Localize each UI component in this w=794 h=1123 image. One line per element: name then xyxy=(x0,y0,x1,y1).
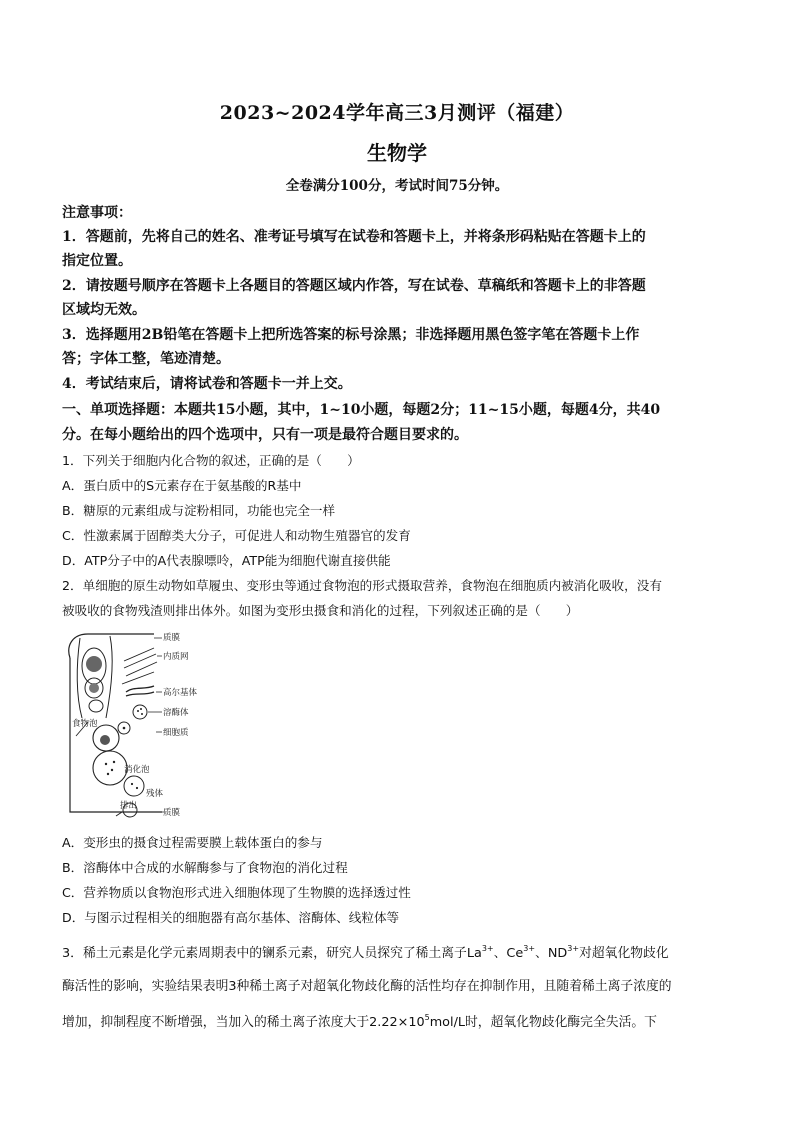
notice-item-4: 4．考试结束后，请将试卷和答题卡一并上交。 xyxy=(62,376,352,392)
q1-option-c: C．性激素属于固醇类大分子，可促进人和动物生殖器官的发育 xyxy=(62,528,411,543)
label-digestive-vacuole: 消化泡 xyxy=(124,765,150,775)
q1-option-b: B．糖原的元素组成与淀粉相同，功能也完全一样 xyxy=(62,503,336,518)
q1-option-d: D．ATP分子中的A代表腺嘌呤，ATP能为细胞代谢直接供能 xyxy=(62,553,391,568)
q3-superscript-exponent: 5 xyxy=(424,1013,430,1022)
q3-line-3 xyxy=(62,1011,734,1030)
label-residual-body: 残体 xyxy=(146,789,164,799)
section-1-line-1: 一、单项选择题：本题共15小题，其中，1~10小题，每题2分；11~15小题，每题4分，共40 xyxy=(62,402,661,418)
q1-stem: 1．下列关于细胞内化合物的叙述，正确的是（ ） xyxy=(62,453,360,468)
q3-line-3-part-b: mol/L时，超氧化物歧化酶完全失活。下 xyxy=(429,1015,657,1030)
exam-info: 全卷满分100分，考试时间75分钟。 xyxy=(285,178,509,194)
notice-item-3-line-1: 3．选择题用2B铅笔在答题卡上把所选答案的标号涂黑；非选择题用黑色签字笔在答题卡上作 xyxy=(62,327,640,343)
q3-line-3-part-a: 增加，抑制程度不断增强，当加入的稀土离子浓度大于2.22×10 xyxy=(62,1015,425,1030)
q2-option-b: B．溶酶体中合成的水解酶参与了食物泡的消化过程 xyxy=(62,860,348,875)
q2-option-d: D．与图示过程相关的细胞器有高尔基体、溶酶体、线粒体等 xyxy=(62,910,400,925)
q3-line-2: 酶活性的影响，实验结果表明3种稀土离子对超氧化物歧化酶的活性均存在抑制作用，且随着稀土离子浓度的 xyxy=(62,979,672,994)
q3-line-1 xyxy=(62,942,734,961)
label-lysosome: 溶酶体 xyxy=(163,708,189,718)
label-golgi: 高尔基体 xyxy=(163,688,198,698)
label-membrane-bottom: 质膜 xyxy=(163,808,181,818)
label-membrane-top: 质膜 xyxy=(163,633,181,643)
notice-heading: 注意事项： xyxy=(62,205,132,221)
notice-item-2-line-2: 区域均无效。 xyxy=(62,302,146,318)
exam-title: 2023~2024学年高三3月测评（福建） xyxy=(219,102,575,124)
q3-superscript-ce: 3+ xyxy=(523,944,536,953)
label-er: 内质网 xyxy=(163,652,189,662)
subject-title: 生物学 xyxy=(367,141,427,165)
q2-option-c: C．营养物质以食物泡形式进入细胞体现了生物膜的选择透过性 xyxy=(62,885,411,900)
q2-stem-line-2: 被吸收的食物残渣则排出体外。如图为变形虫摄食和消化的过程，下列叙述正确的是（ ） xyxy=(62,603,579,618)
notice-item-3-line-2: 答；字体工整，笔迹清楚。 xyxy=(62,351,230,367)
q3-superscript-nd: 3+ xyxy=(567,944,580,953)
label-food-vacuole: 食物泡 xyxy=(72,719,98,729)
label-excretion: 排出 xyxy=(120,801,138,811)
section-1-line-2: 分。在每小题给出的四个选项中，只有一项是最符合题目要求的。 xyxy=(62,427,468,443)
notice-item-1-line-1: 1．答题前，先将自己的姓名、准考证号填写在试卷和答题卡上，并将条形码粘贴在答题卡上的 xyxy=(62,229,646,245)
q3-line-1-part-d: 对超氧化物歧化 xyxy=(579,946,669,961)
q3-line-1-part-b: 、Ce xyxy=(493,946,524,961)
q2-option-a: A．变形虫的摄食过程需要膜上载体蛋白的参与 xyxy=(62,835,323,850)
q2-stem-line-1: 2．单细胞的原生动物如草履虫、变形虫等通过食物泡的形式摄取营养，食物泡在细胞质内被消化吸收，没有 xyxy=(62,578,662,593)
q3-line-1-part-c: 、ND xyxy=(535,946,568,961)
q3-line-1-part-a: 3．稀土元素是化学元素周期表中的镧系元素，研究人员探究了稀土离子La xyxy=(62,946,482,961)
notice-item-1-line-2: 指定位置。 xyxy=(62,253,132,269)
q3-superscript-la: 3+ xyxy=(481,944,494,953)
q1-option-a: A．蛋白质中的S元素存在于氨基酸的R基中 xyxy=(62,478,302,493)
label-cytoplasm: 细胞质 xyxy=(163,728,189,738)
notice-item-2-line-1: 2．请按题号顺序在答题卡上各题目的答题区域内作答，写在试卷、草稿纸和答题卡上的非答题 xyxy=(62,278,646,294)
amoeba-digestion-figure xyxy=(62,626,242,822)
